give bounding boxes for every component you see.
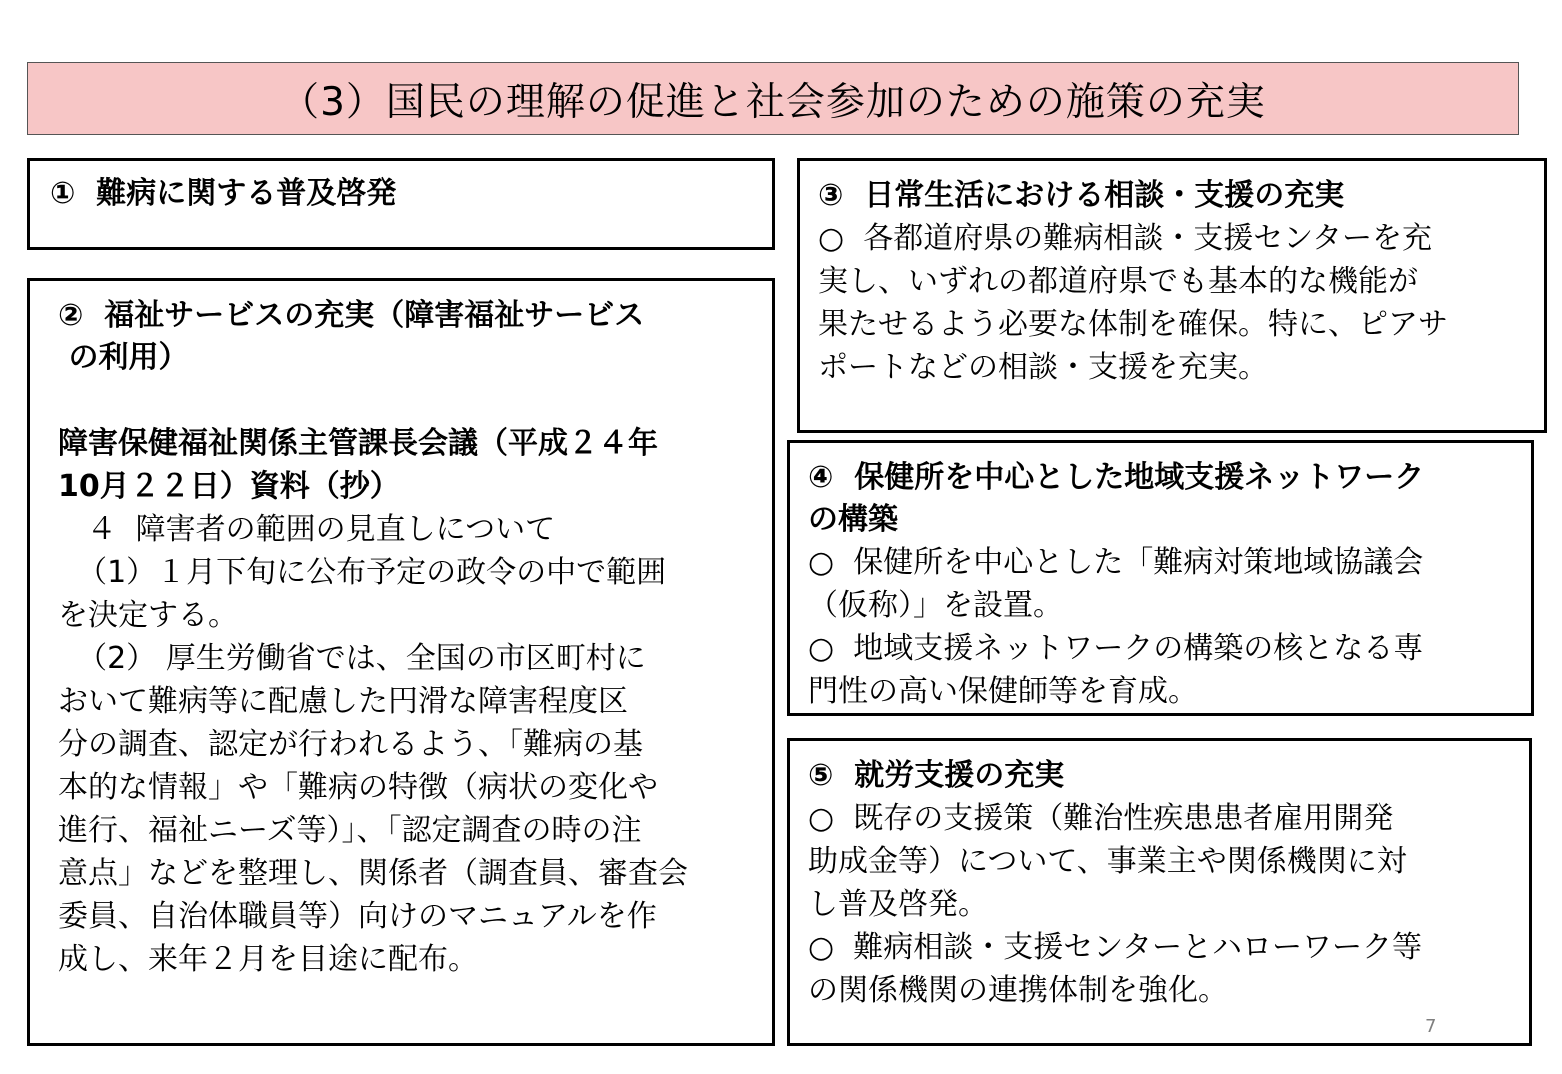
section-2-heading: ② 福祉サービスの充実（障害福祉サービス の利用） <box>58 298 645 375</box>
section-4-item-1: ○ 保健所を中心とした「難病対策地域協議会 （仮称）」を設置。 <box>808 545 1424 623</box>
section-2-item-heading: ４ 障害者の範囲の見直しについて <box>58 512 556 547</box>
section-2-document-title: 障害保健福祉関係主管課長会議（平成２４年 10月２２日）資料（抄） <box>58 426 658 504</box>
section-5-heading: ⑤ 就労支援の充実 <box>808 758 1065 793</box>
section-4-heading: ④ 保健所を中心とした地域支援ネットワーク の構築 <box>808 460 1425 537</box>
section-5-item-1: ○ 既存の支援策（難治性疾患患者雇用開発 助成金等）について、事業主や関係機関に対 し普及啓発。 <box>808 801 1407 922</box>
section-2-paragraph-2: （2） 厚生労働省では、全国の市区町村に おいて難病等に配慮した円滑な障害程度区 分の調査、認定が行われるよう、「難病の基 本的な情報」や「難病の特徴（病状の変化や 進行、福祉ニーズ等）」、「認定調査の時の注 意点」などを整理し、関係者（調査員、審査会 委員、自治体職員等）向けのマニュアルを作 成し、来年２月を目途に配布。 <box>58 641 688 977</box>
page-title: （3）国民の理解の促進と社会参加のための施策の充実 <box>27 62 1519 135</box>
section-2-paragraph-1: （1）１月下旬に公布予定の政令の中で範囲 を決定する。 <box>58 555 667 633</box>
section-3-body: ○ 各都道府県の難病相談・支援センターを充 実し、いずれの都道府県でも基本的な機能が 果たせるよう必要な体制を確保。特に、ピアサ ポートなどの相談・支援を充実。 <box>818 221 1448 385</box>
section-3-heading: ③ 日常生活における相談・支援の充実 <box>818 178 1345 213</box>
section-2-box <box>27 278 775 1046</box>
section-2-spacer <box>58 379 758 422</box>
section-3-box <box>797 158 1547 433</box>
section-1-heading: ① 難病に関する普及啓発 <box>50 176 397 211</box>
section-1-box <box>27 158 775 250</box>
section-5-box <box>787 738 1532 1046</box>
section-4-box <box>787 440 1534 716</box>
page-number: 7 <box>1425 1016 1437 1037</box>
section-5-item-2: ○ 難病相談・支援センターとハローワーク等 の関係機関の連携体制を強化。 <box>808 930 1423 1008</box>
section-4-item-2: ○ 地域支援ネットワークの構築の核となる専 門性の高い保健師等を育成。 <box>808 631 1424 709</box>
